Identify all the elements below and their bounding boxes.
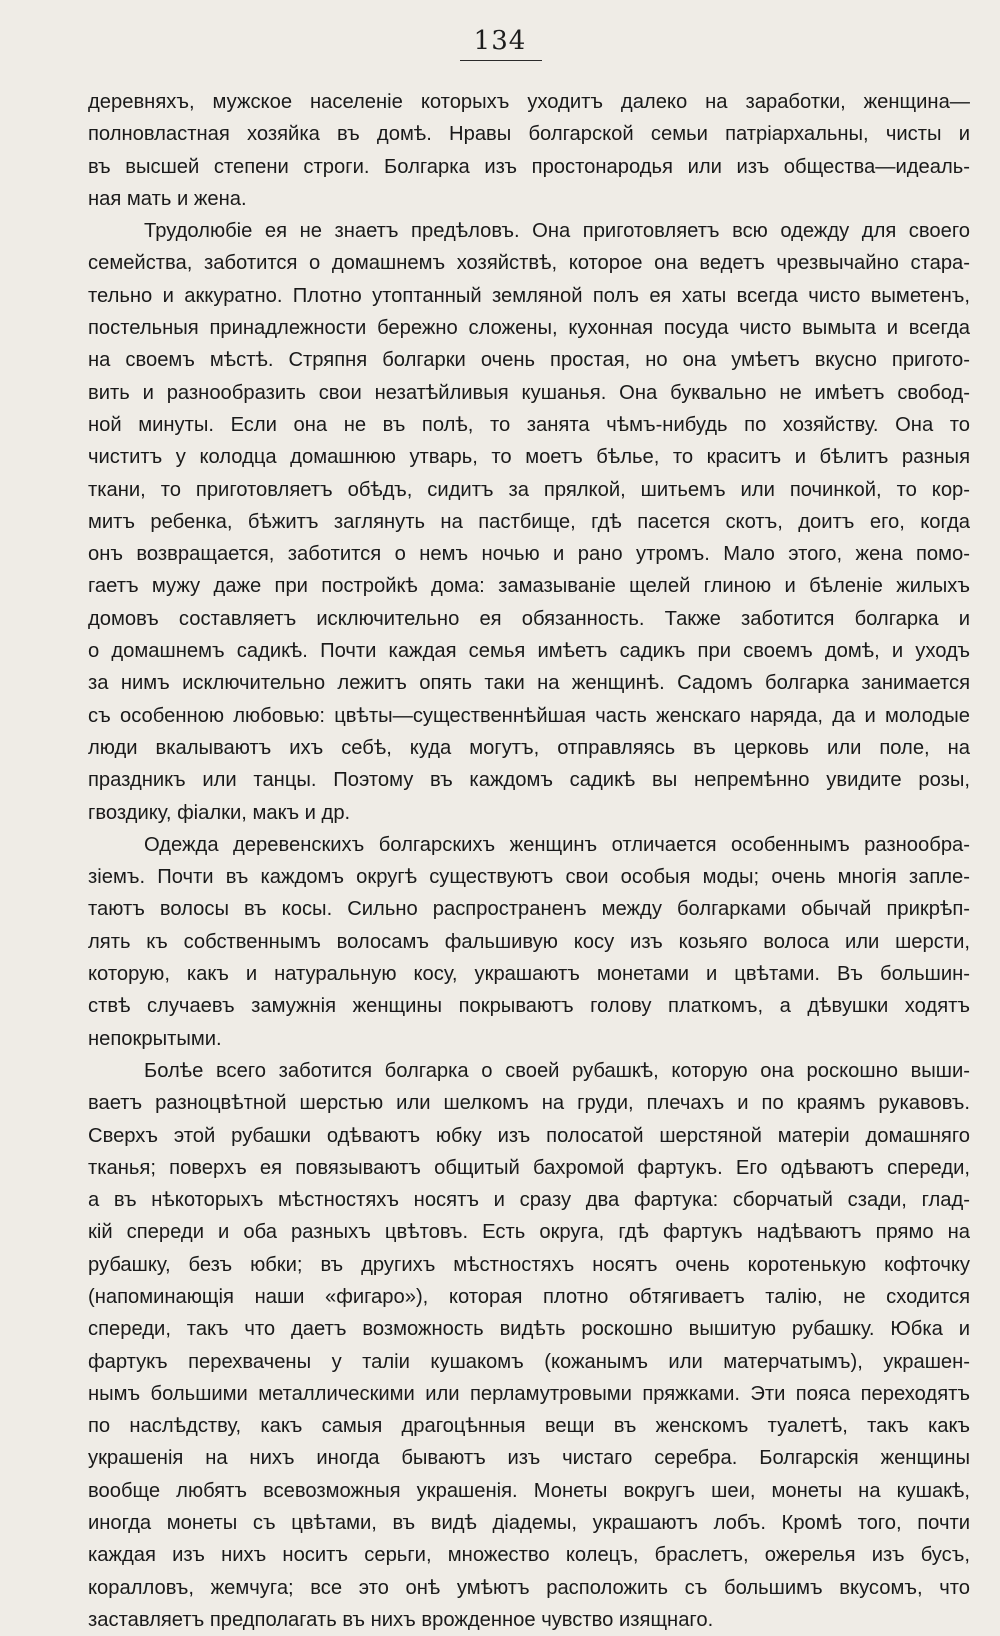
text-line: гаетъ мужу даже при постройкѣ дома: замазываніе щелей глиною и бѣленіе жилыхъ [88, 575, 970, 598]
text-line: по наслѣдству, какъ самыя драгоцѣнныя вещи въ женскомъ туалетѣ, такъ какъ [88, 1415, 970, 1438]
text-line: таютъ волосы въ косы. Сильно распространенъ между болгарками обычай прикрѣп- [88, 898, 970, 921]
text-line: спереди, такъ что даетъ возможность видѣть роскошно вышитую рубашку. Юбка и [88, 1318, 970, 1341]
text-line: ткани, то приготовляетъ обѣдъ, сидитъ за прялкой, шитьемъ или починкой, то кор- [88, 478, 970, 501]
paragraph [88, 86, 970, 215]
text-line: полновластная хозяйка въ домѣ. Нравы болгарской семьи патріархальны, чисты и [88, 123, 970, 146]
text-line: каждая изъ нихъ носитъ серьги, множество колецъ, браслетъ, ожерелья изъ бусъ, [88, 1544, 970, 1567]
text-line: украшенія на нихъ иногда бываютъ изъ чистаго серебра. Болгарскія женщины [88, 1447, 970, 1470]
paragraph [88, 215, 970, 829]
text-line: о домашнемъ садикѣ. Почти каждая семья имѣетъ садикъ при своемъ домѣ, и уходъ [88, 640, 970, 663]
paragraph [88, 1055, 970, 1636]
page-number: 134 [473, 26, 527, 56]
text-line: ной минуты. Если она не въ полѣ, то занята чѣмъ-нибудь по хозяйству. Она то [88, 413, 970, 436]
text-line: вить и разнообразить свои незатѣйливыя кушанья. Она буквально не имѣетъ свобод- [88, 381, 970, 404]
text-line: ваетъ разноцвѣтной шерстью или шелкомъ на груди, плечахъ и по краямъ рукавовъ. [88, 1092, 970, 1115]
text-line: ствѣ случаевъ замужнія женщины покрываютъ голову платкомъ, а дѣвушки ходятъ [88, 995, 970, 1018]
text-line: иногда монеты съ цвѣтами, въ видѣ діадемы, украшаютъ лобъ. Кромѣ того, почти [88, 1512, 970, 1535]
text-line: а въ нѣкоторыхъ мѣстностяхъ носятъ и сразу два фартука: сборчатый сзади, глад- [88, 1189, 970, 1212]
text-line: онъ возвращается, заботится о немъ ночью и рано утромъ. Мало этого, жена помо- [88, 543, 970, 566]
text-line: фартукъ перехвачены у таліи кушакомъ (кожанымъ или матерчатымъ), украшен- [88, 1350, 970, 1373]
text-line: заставляетъ предполагать въ нихъ врожденное чувство изящнаго. [88, 1608, 714, 1631]
text-line: Болѣе всего заботится болгарка о своей рубашкѣ, которую она роскошно выши- [144, 1059, 970, 1082]
text-line: постельныя принадлежности бережно сложены, кухонная посуда чисто вымыта и всегда [88, 317, 970, 340]
text-line: которую, какъ и натуральную косу, украшаютъ монетами и цвѣтами. Въ большин- [88, 963, 970, 986]
text-line: съ особенною любовью: цвѣты—существеннѣйшая часть женскаго наряда, да и молодые [88, 704, 970, 727]
text-line: ная мать и жена. [88, 187, 247, 210]
text-line: непокрытыми. [88, 1027, 222, 1050]
text-line: семейства, заботится о домашнемъ хозяйствѣ, которое она ведетъ чрезвычайно стара- [88, 252, 970, 275]
text-line: лять къ собственнымъ волосамъ фальшивую косу изъ козьяго волоса или шерсти, [88, 930, 970, 953]
text-line: нымъ большими металлическими или перламутровыми пряжками. Эти пояса переходятъ [88, 1382, 970, 1405]
text-line: (напоминающія наши «фигаро»), которая плотно обтягиваетъ талію, не сходится [88, 1285, 970, 1308]
text-line: коралловъ, жемчуга; все это онѣ умѣютъ расположить съ большимъ вкусомъ, что [88, 1576, 970, 1599]
paragraph [88, 829, 970, 1055]
text-line: гвоздику, фіалки, макъ и др. [88, 801, 351, 824]
text-line: Одежда деревенскихъ болгарскихъ женщинъ отличается особеннымъ разнообра- [144, 833, 970, 856]
text-line: на своемъ мѣстѣ. Стряпня болгарки очень простая, но она умѣетъ вкусно пригото- [88, 349, 970, 372]
text-line: рубашку, безъ юбки; въ другихъ мѣстностяхъ носятъ очень коротенькую кофточку [88, 1253, 970, 1276]
text-line: домовъ составляетъ исключительно ея обязанность. Также заботится болгарка и [88, 607, 970, 630]
text-line: тельно и аккуратно. Плотно утоптанный земляной полъ ея хаты всегда чисто выметенъ, [88, 284, 970, 307]
text-line: деревняхъ, мужское населеніе которыхъ уходитъ далеко на заработки, женщина— [88, 91, 970, 113]
text-line: люди вкалываютъ ихъ себѣ, куда могутъ, отправляясь въ церковь или поле, на [88, 736, 970, 759]
body-text [88, 86, 970, 1636]
text-line: вообще любятъ всевозможныя украшенія. Монеты вокругъ шеи, монеты на кушакѣ, [88, 1479, 970, 1502]
text-line: за нимъ исключительно лежитъ опять таки на женщинѣ. Садомъ болгарка занимается [88, 672, 970, 695]
header-rule [460, 60, 542, 61]
text-line: Сверхъ этой рубашки одѣваютъ юбку изъ полосатой шерстяной матеріи домашняго [88, 1124, 970, 1147]
text-line: Трудолюбіе ея не знаетъ предѣловъ. Она приготовляетъ всю одежду для своего [144, 220, 970, 243]
text-line: зіемъ. Почти въ каждомъ округѣ существуютъ свои особыя моды; очень многія запле- [88, 866, 970, 889]
text-line: чиститъ у колодца домашнюю утварь, то моетъ бѣлье, то краситъ и бѣлитъ разныя [88, 446, 970, 469]
text-line: праздникъ или танцы. Поэтому въ каждомъ садикѣ вы непремѣнно увидите розы, [88, 769, 970, 792]
text-line: тканья; поверхъ ея повязываютъ общитый бахромой фартукъ. Его одѣваютъ спереди, [88, 1156, 970, 1179]
text-line: кій спереди и оба разныхъ цвѣтовъ. Есть округа, гдѣ фартукъ надѣваютъ прямо на [88, 1221, 970, 1244]
text-line: митъ ребенка, бѣжитъ заглянуть на пастбище, гдѣ пасется скотъ, доитъ его, когда [88, 510, 970, 533]
text-line: въ высшей степени строги. Болгарка изъ простонародья или изъ общества—идеаль- [88, 155, 970, 178]
